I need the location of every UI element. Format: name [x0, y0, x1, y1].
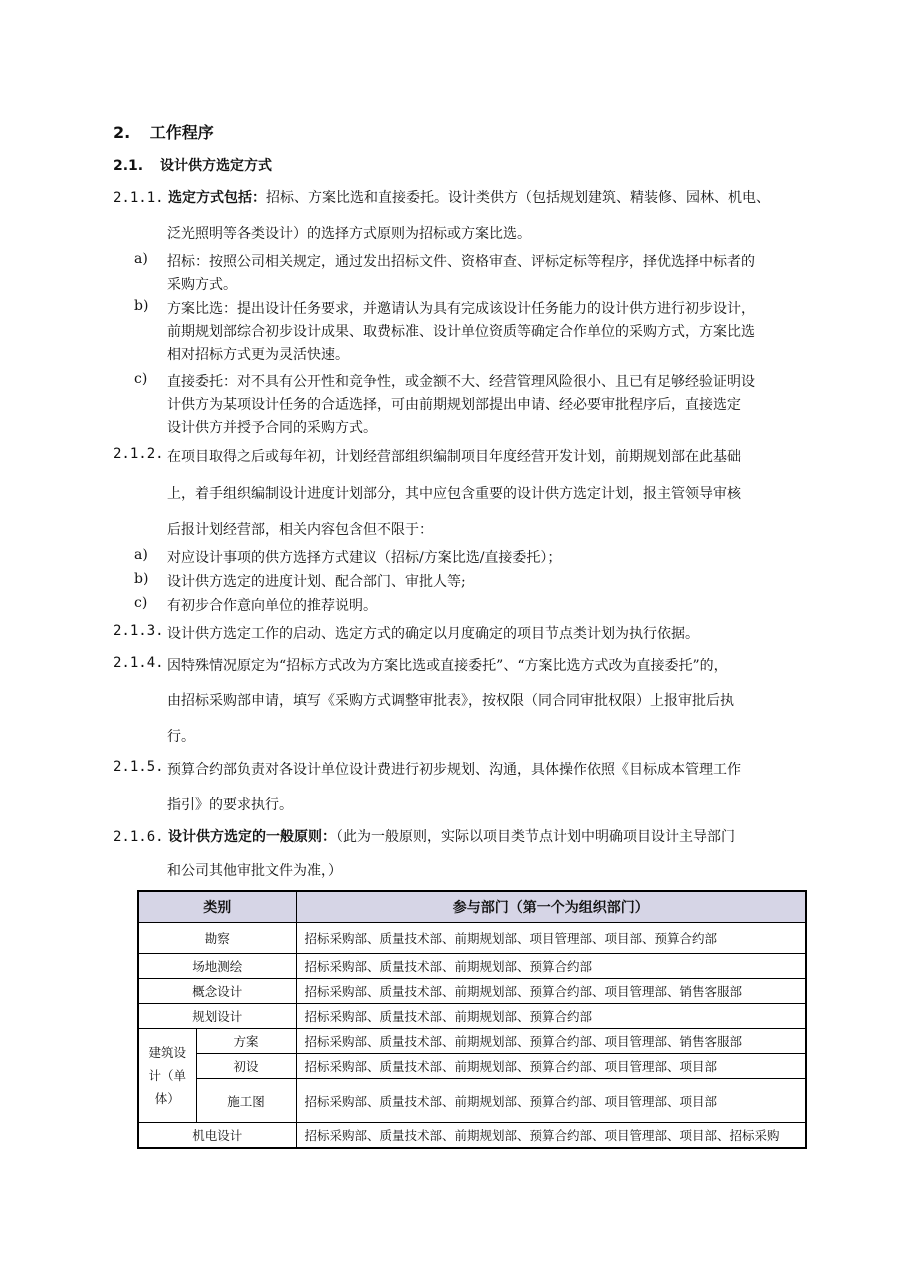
clause-text-continued: 泛光照明等各类设计）的选择方式原则为招标或方案比选。 — [167, 226, 531, 242]
table-row — [138, 1054, 806, 1079]
table-row — [138, 1029, 806, 1054]
clause-number: 2.1.6. — [113, 829, 164, 845]
subsection-heading — [113, 155, 272, 175]
departments-cell: 招标采购部、质量技术部、前期规划部、预算合约部 — [296, 1004, 806, 1029]
table-row — [138, 1004, 806, 1029]
section-heading — [113, 120, 214, 143]
departments-cell: 招标采购部、质量技术部、前期规划部、项目管理部、项目部、预算合约部 — [296, 923, 806, 954]
clause-number: 2.1.4. — [113, 655, 164, 671]
clause-text: （此为一般原则，实际以项目类节点计划中明确项目设计主导部门 — [336, 829, 736, 845]
header-departments: 参与部门（第一个为组织部门） — [296, 891, 806, 923]
table-row — [138, 1123, 806, 1148]
table-row — [138, 1079, 806, 1123]
subsection-number: 2.1. — [113, 158, 144, 174]
clause-text: 预算合约部负责对各设计单位设计费进行初步规划、沟通，具体操作依照《目标成本管理工作 — [167, 762, 741, 778]
clause-text: 由招标采购部申请，填写《采购方式调整审批表》，按权限（同合同审批权限）上报审批后执 — [167, 693, 734, 709]
group-category-cell: 建筑设计（单体） — [138, 1029, 196, 1123]
clause-number: 2.1.3. — [113, 623, 164, 639]
clause-text: 在项目取得之后或每年初，计划经营部组织编制项目年度经营开发计划，前期规划部在此基础 — [167, 449, 741, 465]
clause-number: 2.1.2. — [113, 446, 164, 462]
list-item-line: 设计供方并授予合同的采购方式。 — [167, 420, 377, 436]
section-title: 工作程序 — [149, 123, 214, 142]
category-cell: 机电设计 — [138, 1123, 296, 1148]
table-header-row — [138, 891, 806, 923]
list-item-line: 设计供方选定的进度计划、配合部门、审批人等; — [167, 574, 466, 590]
clause-bold-lead: 选定方式包括： — [168, 190, 267, 206]
list-item-line: 对应设计事项的供方选择方式建议（招标/方案比选/直接委托）； — [167, 550, 562, 566]
clause-number: 2.1.1. — [113, 190, 164, 206]
list-item-line: 前期规划部综合初步设计成果、取费标准、设计单位资质等确定合作单位的采购方式，方案比选 — [167, 324, 755, 340]
clause-text: 因特殊情况原定为“招标方式改为方案比选或直接委托”、“方案比选方式改为直接委托”的， — [167, 658, 728, 674]
departments-cell: 招标采购部、质量技术部、前期规划部、预算合约部、项目管理部、项目部 — [296, 1079, 806, 1123]
clause-text: 招标、方案比选和直接委托。设计类供方（包括规划建筑、精装修、园林、机电、 — [266, 190, 771, 206]
list-item-line: 直接委托：对不具有公开性和竞争性，或金额不大、经营管理风险很小、且已有足够经验证明设 — [167, 374, 755, 390]
departments-cell: 招标采购部、质量技术部、前期规划部、预算合约部 — [296, 954, 806, 979]
clause-text: 上，着手组织编制设计进度计划部分，其中应包含重要的设计供方选定计划，报主管领导审核 — [167, 486, 741, 502]
table-row — [138, 923, 806, 954]
departments-cell: 招标采购部、质量技术部、前期规划部、预算合约部、项目管理部、销售客服部 — [296, 1029, 806, 1054]
list-item-line: 采购方式。 — [167, 277, 237, 293]
clause-text: 指引》的要求执行。 — [167, 797, 293, 813]
subcategory-cell: 初设 — [196, 1054, 296, 1079]
list-mark: a) — [134, 547, 148, 563]
subcategory-cell: 施工图 — [196, 1079, 296, 1123]
clause-2-1-6 — [113, 826, 735, 846]
departments-cell: 招标采购部、质量技术部、前期规划部、预算合约部、项目管理部、销售客服部 — [296, 979, 806, 1004]
category-cell: 场地测绘 — [138, 954, 296, 979]
category-cell: 勘察 — [138, 923, 296, 954]
category-cell: 概念设计 — [138, 979, 296, 1004]
list-item-line: 计供方为某项设计任务的合适选择，可由前期规划部提出申请、经必要审批程序后，直接选定 — [167, 397, 741, 413]
list-mark: b) — [134, 298, 149, 314]
clause-text: 后报计划经营部，相关内容包含但不限于： — [167, 522, 433, 538]
list-item-line: 招标：按照公司相关规定，通过发出招标文件、资格审查、评标定标等程序，择优选择中标者的 — [167, 254, 755, 270]
list-item-line: 方案比选：提出设计任务要求，并邀请认为具有完成该设计任务能力的设计供方进行初步设计， — [167, 301, 755, 317]
clause-bold-lead: 设计供方选定的一般原则： — [168, 829, 337, 845]
table-row — [138, 979, 806, 1004]
list-mark: c) — [134, 371, 148, 387]
list-item-line: 有初步合作意向单位的推荐说明。 — [167, 598, 377, 614]
table-row — [138, 954, 806, 979]
section-number: 2. — [113, 123, 131, 142]
header-category: 类别 — [138, 891, 296, 923]
list-mark: b) — [134, 571, 149, 587]
clause-text: 设计供方选定工作的启动、选定方式的确定以月度确定的项目节点类计划为执行依据。 — [167, 626, 699, 642]
departments-cell: 招标采购部、质量技术部、前期规划部、预算合约部、项目管理部、项目部 — [296, 1054, 806, 1079]
department-table — [137, 890, 807, 1149]
list-mark: c) — [134, 595, 148, 611]
category-cell: 规划设计 — [138, 1004, 296, 1029]
list-mark: a) — [134, 251, 148, 267]
clause-text-continued: 和公司其他审批文件为准，） — [167, 863, 342, 879]
subsection-title: 设计供方选定方式 — [160, 158, 272, 174]
list-item-line: 相对招标方式更为灵活快速。 — [167, 347, 349, 363]
clause-2-1-1 — [113, 187, 770, 207]
clause-text: 行。 — [167, 729, 195, 745]
departments-cell: 招标采购部、质量技术部、前期规划部、预算合约部、项目管理部、项目部、招标采购 — [296, 1123, 806, 1148]
clause-number: 2.1.5. — [113, 759, 164, 775]
subcategory-cell: 方案 — [196, 1029, 296, 1054]
